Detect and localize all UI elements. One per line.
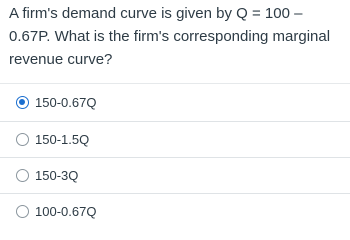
radio-button[interactable] xyxy=(16,205,29,218)
answer-list xyxy=(0,83,350,229)
answer-label: 150-3Q xyxy=(35,167,79,183)
answer-label: 100-0.67Q xyxy=(35,203,97,219)
answer-option[interactable] xyxy=(0,157,350,193)
question-text: A firm's demand curve is given by Q = 100 – 0.67P. What is the firm's corresponding marginal revenue curve? xyxy=(9,5,331,68)
answer-option[interactable] xyxy=(0,121,350,157)
answer-option[interactable] xyxy=(0,193,350,229)
answer-label: 150-1.5Q xyxy=(35,131,90,147)
radio-button[interactable] xyxy=(16,133,29,146)
radio-button-selected[interactable] xyxy=(16,96,29,109)
radio-button[interactable] xyxy=(16,169,29,182)
answer-option[interactable] xyxy=(0,83,350,121)
answer-label: 150-0.67Q xyxy=(35,94,97,110)
